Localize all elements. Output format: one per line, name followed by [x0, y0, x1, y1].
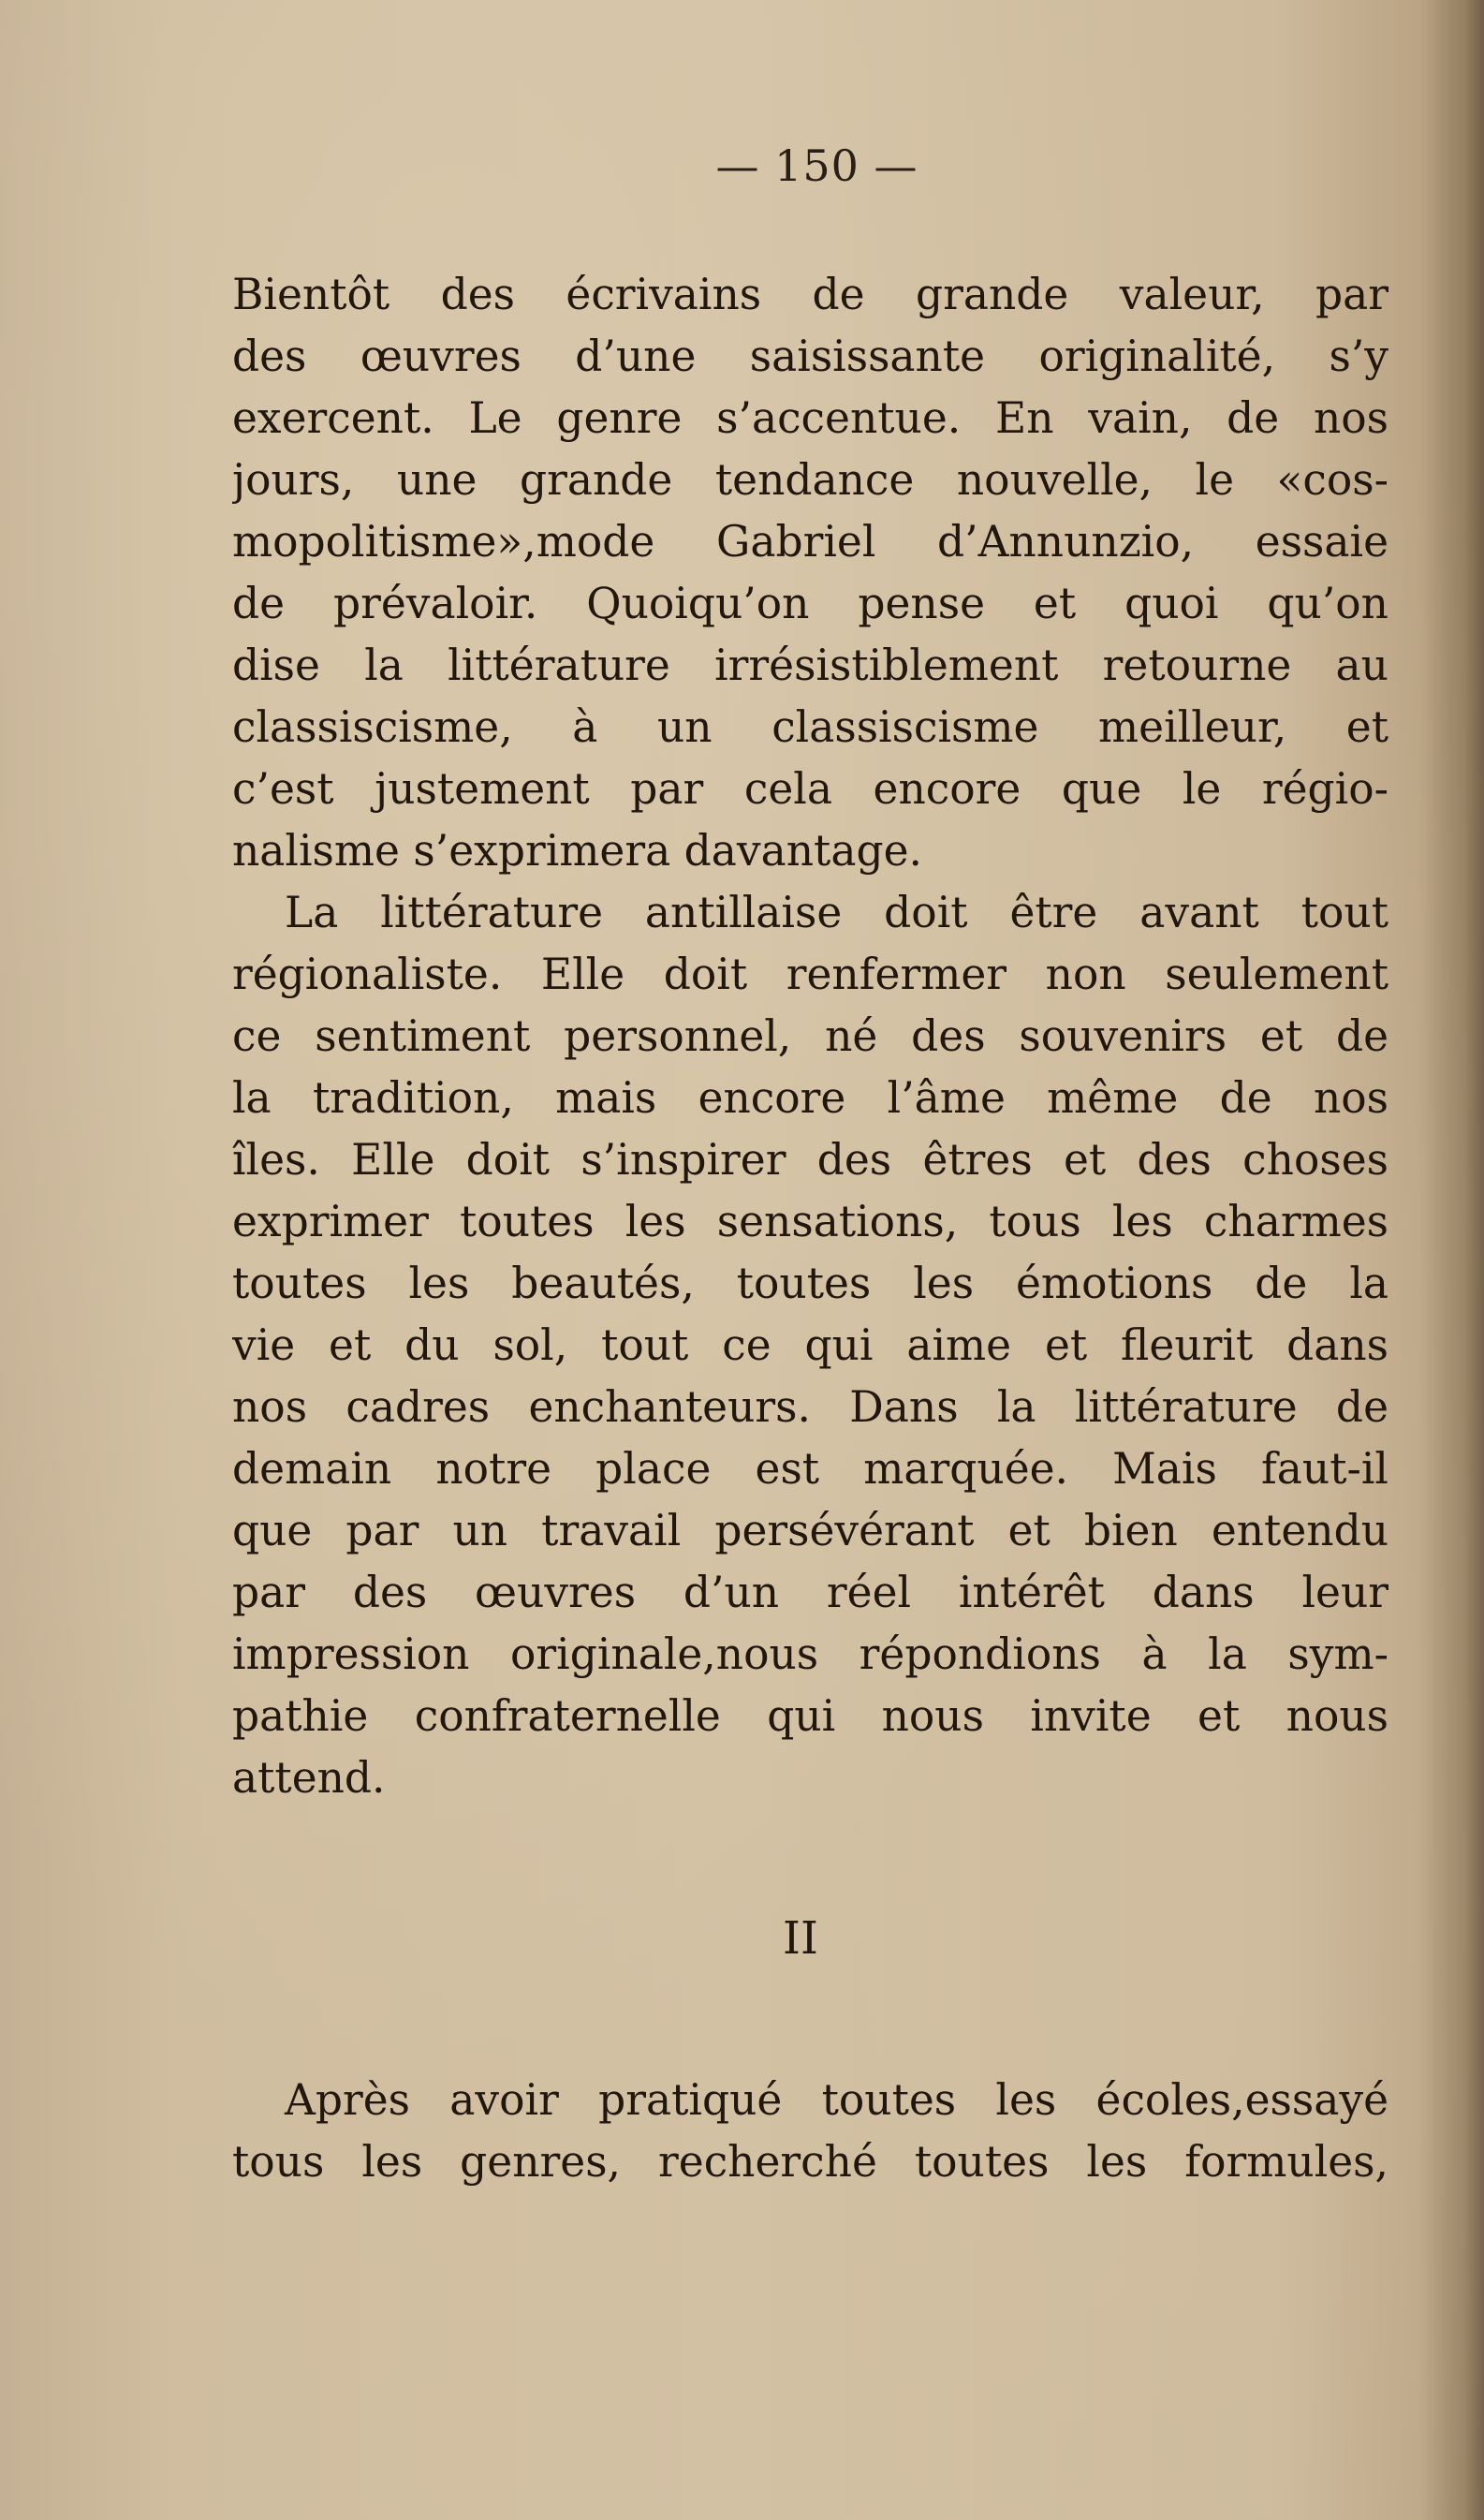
- text-line: mopolitisme»,mode Gabriel d’Annunzio, essaie: [232, 517, 1388, 567]
- text-line: régionaliste. Elle doit renfermer non seulement: [232, 950, 1388, 999]
- text-line: vie et du sol, tout ce qui aime et fleurit dans: [232, 1320, 1388, 1370]
- text-line: de prévaloir. Quoiqu’on pense et quoi qu’on: [232, 579, 1388, 628]
- body-text-upper: [232, 264, 1388, 1809]
- text-line: que par un travail persévérant et bien entendu: [232, 1506, 1388, 1555]
- paragraph-first-line: Après avoir pratiqué toutes les écoles,essayé: [285, 2075, 1388, 2125]
- text-line: dise la littérature irrésistiblement retourne au: [232, 641, 1388, 690]
- text-line: demain notre place est marquée. Mais faut-il: [232, 1444, 1388, 1494]
- text-line: îles. Elle doit s’inspirer des êtres et des choses: [232, 1135, 1388, 1185]
- text-line: nos cadres enchanteurs. Dans la littérature de: [232, 1382, 1388, 1432]
- text-line: exprimer toutes les sensations, tous les charmes: [232, 1197, 1388, 1246]
- text-line: la tradition, mais encore l’âme même de nos: [232, 1073, 1388, 1123]
- body-text-lower: [232, 2070, 1388, 2193]
- paragraph-first-line: La littérature antillaise doit être avant tout: [285, 888, 1388, 937]
- text-line: c’est justement par cela encore que le régio-: [232, 764, 1388, 814]
- text-line: toutes les beautés, toutes les émotions de la: [232, 1259, 1388, 1308]
- text-line: impression originale,nous répondions à la sym-: [232, 1629, 1388, 1679]
- text-line: nalisme s’exprimera davantage.: [232, 826, 922, 876]
- page-edge-shadow: [1418, 0, 1484, 2520]
- section-heading: II: [783, 1912, 818, 1965]
- text-line: des œuvres d’une saisissante originalité, s’y: [232, 332, 1388, 381]
- page-number: — 150 —: [715, 140, 918, 191]
- text-line: Bientôt des écrivains de grande valeur, par: [232, 270, 1388, 319]
- text-line: tous les genres, recherché toutes les formules,: [232, 2137, 1388, 2187]
- text-line: classiscisme, à un classiscisme meilleur, et: [232, 702, 1388, 752]
- text-line: par des œuvres d’un réel intérêt dans leur: [232, 1568, 1388, 1617]
- text-line: jours, une grande tendance nouvelle, le «cos-: [232, 455, 1388, 505]
- text-line: attend.: [232, 1753, 386, 1803]
- text-line: pathie confraternelle qui nous invite et nous: [232, 1691, 1388, 1741]
- text-line: ce sentiment personnel, né des souvenirs et de: [232, 1011, 1388, 1061]
- text-line: exercent. Le genre s’accentue. En vain, de nos: [232, 393, 1388, 443]
